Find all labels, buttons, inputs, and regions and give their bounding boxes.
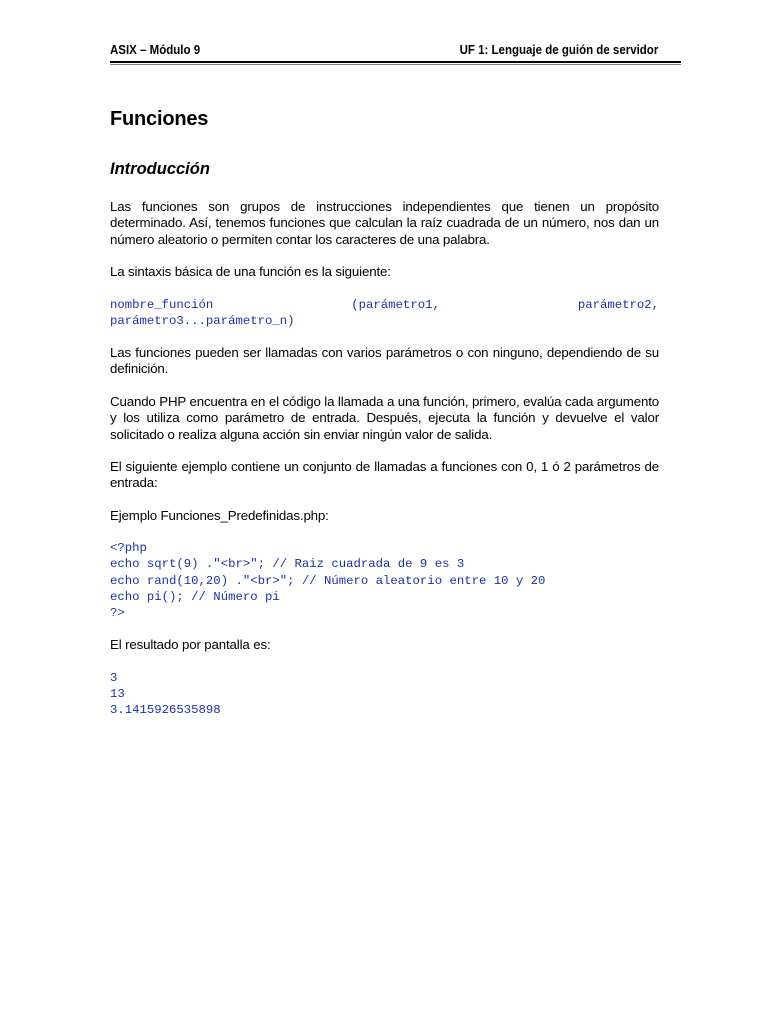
paragraph-evaluation: Cuando PHP encuentra en el código la llamada a una función, primero, evalúa cada argumento y los utiliza como parámetro de entrada. Después, ejecuta la función y devuelve el valor solicitado o realiza alguna acción sin enviar ningún valor de salida. [110, 393, 659, 442]
paragraph-example-intro: El siguiente ejemplo contiene un conjunto de llamadas a funciones con 0, 1 ó 2 parámetros de entrada: [110, 459, 659, 491]
code-block [110, 540, 659, 621]
code-line: echo sqrt(9) ."<br>"; // Raiz cuadrada de 9 es 3 [110, 557, 465, 572]
paragraph-output-intro: El resultado por pantalla es: [110, 637, 271, 653]
output-line: 13 [110, 686, 125, 701]
section-title: Introducción [110, 160, 210, 178]
paragraph-parameters: Las funciones pueden ser llamadas con varios parámetros o con ninguno, dependiendo de su definición. [110, 345, 659, 377]
syntax-param1: (parámetro1, [351, 297, 440, 312]
code-line: <?php [110, 541, 147, 556]
output-block [110, 670, 659, 719]
header-rule [110, 61, 681, 63]
code-line: ?> [110, 606, 125, 621]
document-title: Funciones [110, 108, 209, 130]
syntax-param2: parámetro2, [577, 297, 659, 312]
page-header [110, 43, 659, 61]
paragraph-syntax-intro: La sintaxis básica de una función es la siguiente: [110, 264, 391, 280]
syntax-line-2: parámetro3...parámetro_n) [110, 313, 295, 328]
output-line: 3.1415926535898 [110, 703, 221, 718]
paragraph-intro: Las funciones son grupos de instrucciones independientes que tienen un propósito determinado. Así, tenemos funciones que calculan la raíz cuadrada de un número, nos dan un número aleatorio o permiten contar los caracteres de una palabra. [110, 199, 659, 247]
header-rule-thin [110, 64, 681, 65]
output-line: 3 [110, 670, 118, 685]
syntax-line-1 [110, 297, 659, 313]
code-line: echo pi(); // Número pi [110, 589, 280, 604]
code-line: echo rand(10,20) ."<br>"; // Número aleatorio entre 10 y 20 [110, 573, 546, 588]
document-body [110, 104, 659, 718]
syntax-block [110, 297, 659, 329]
syntax-function-name: nombre_función [110, 297, 214, 312]
paragraph-example-file: Ejemplo Funciones_Predefinidas.php: [110, 507, 329, 523]
header-unit: UF 1: Lenguaje de guión de servidor [459, 43, 659, 57]
header-module: ASIX – Módulo 9 [110, 43, 201, 57]
